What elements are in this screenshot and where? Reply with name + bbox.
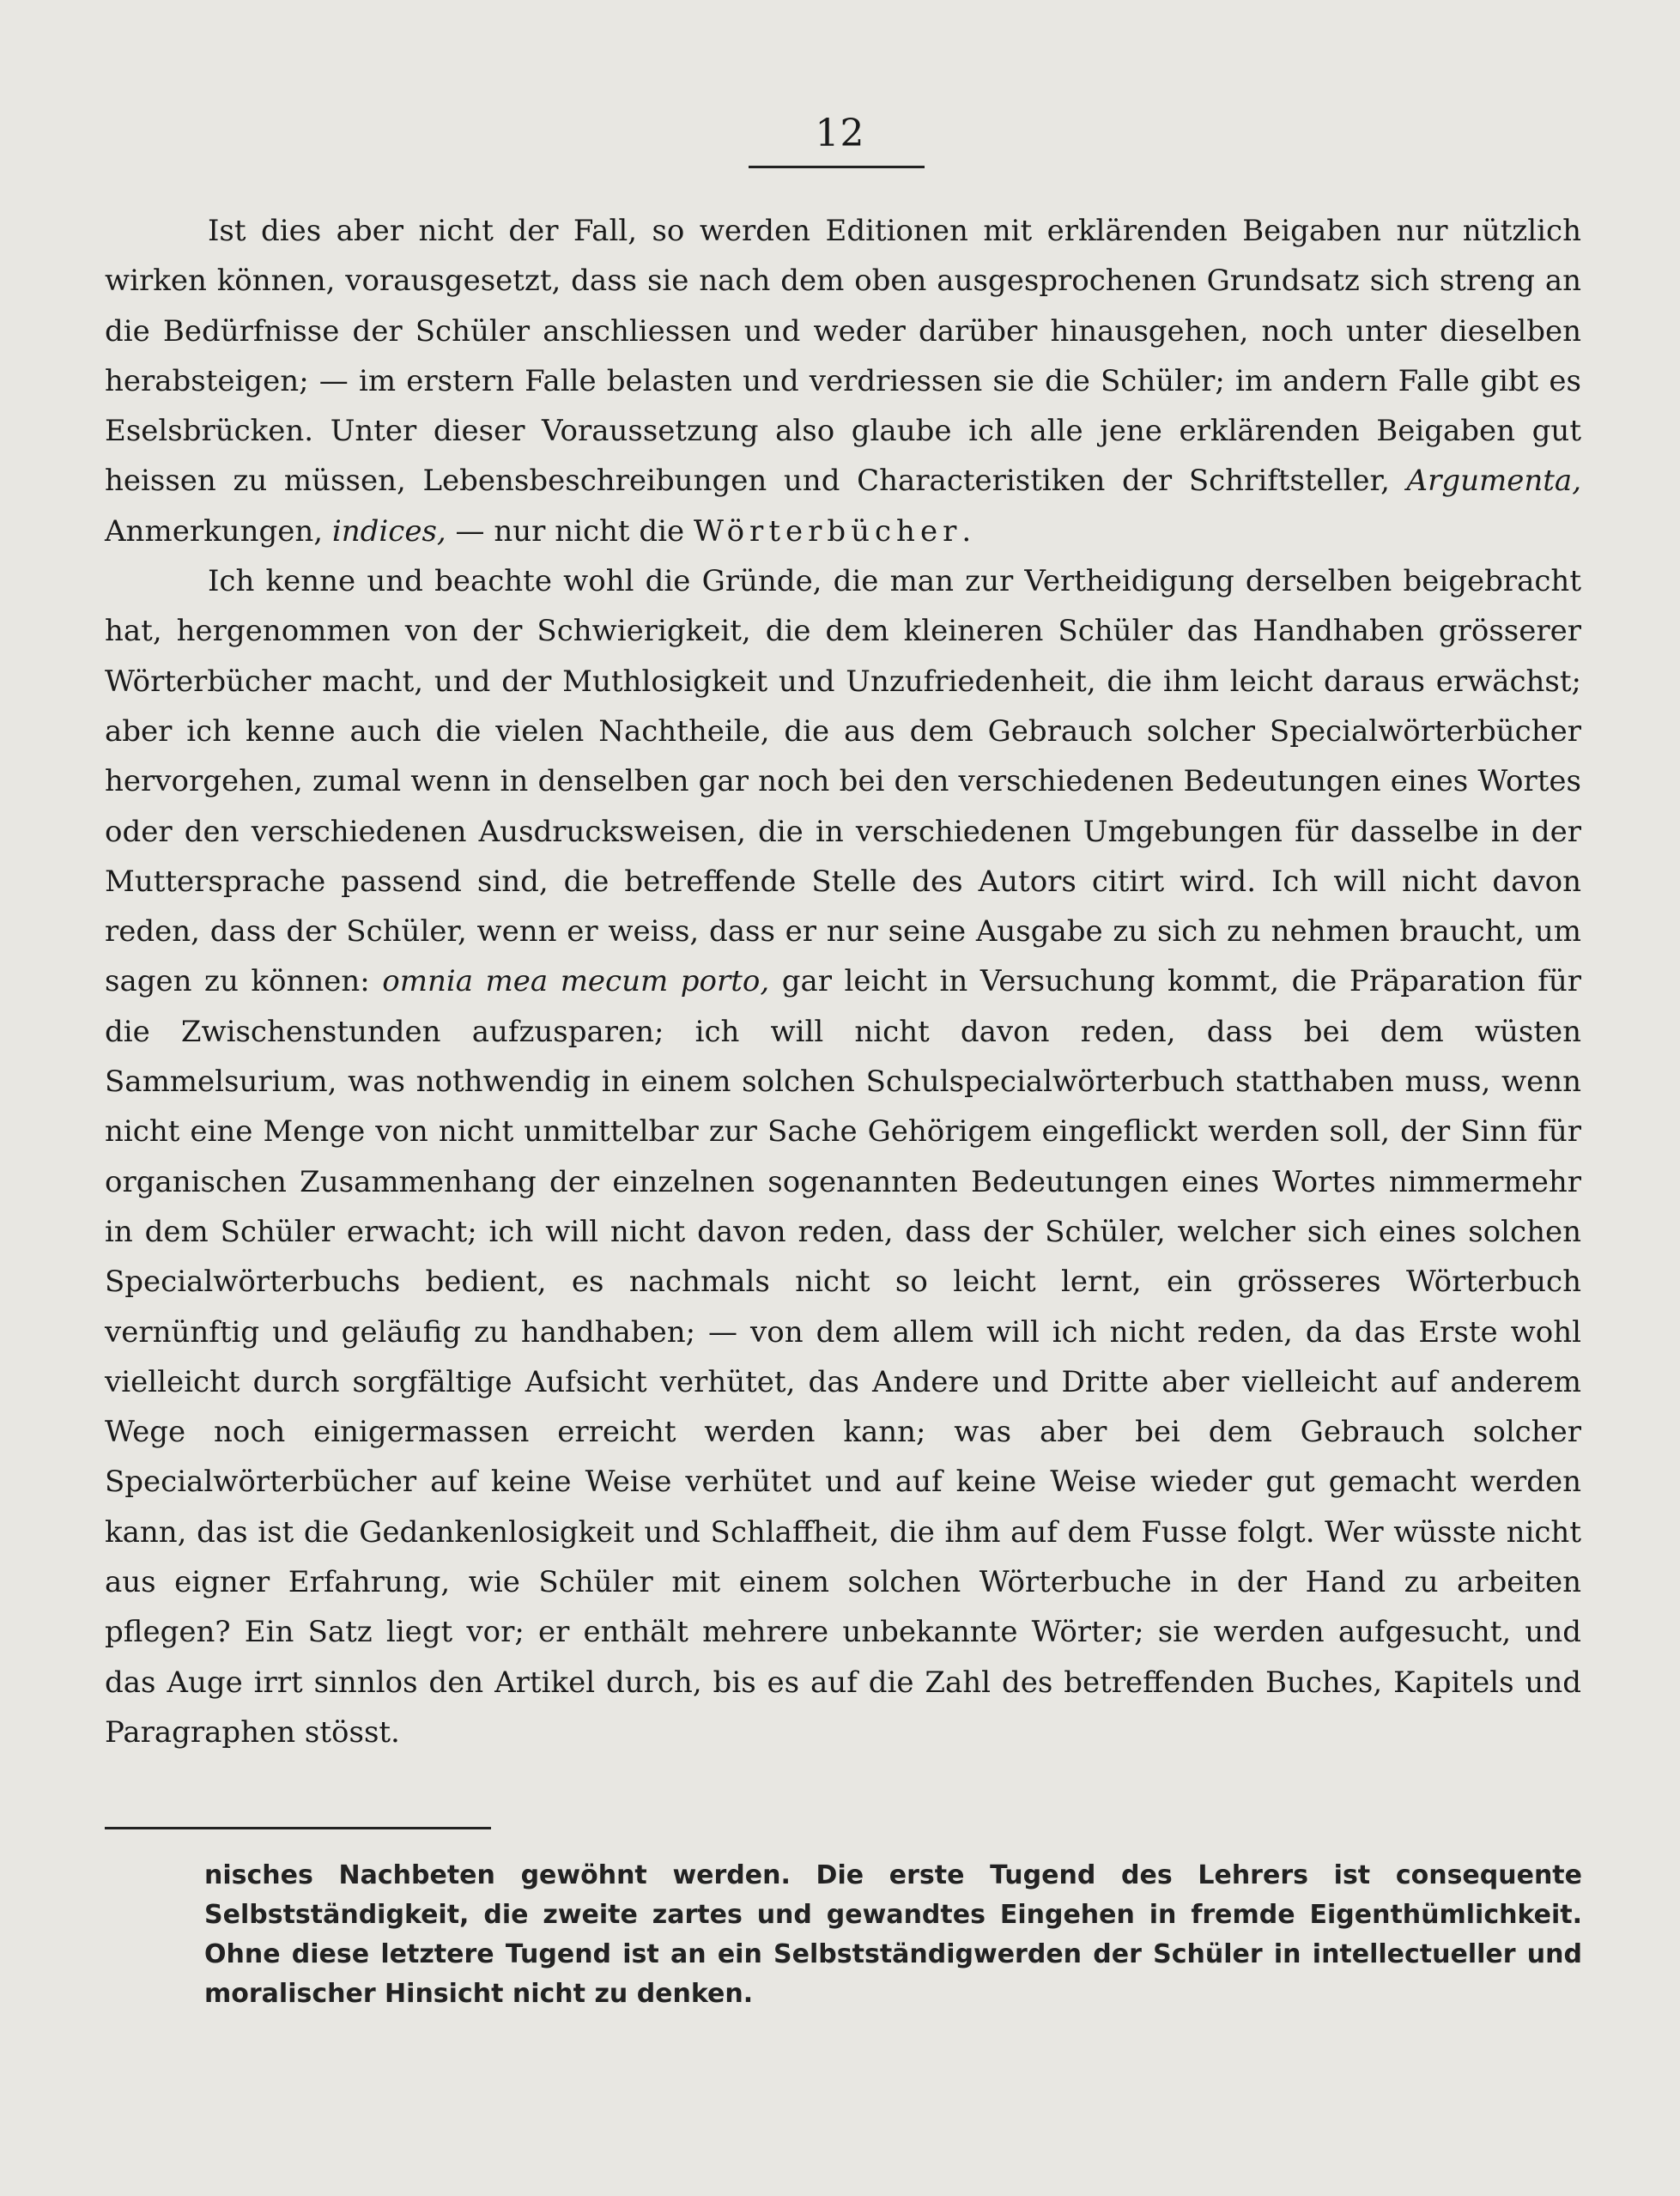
page-number-rule (749, 166, 925, 168)
footnote-rule (105, 1827, 491, 1829)
paragraph-1-text-b: Anmerkungen, (105, 513, 332, 549)
paragraph-2-italic-omnia: omnia mea mecum porto, (382, 964, 770, 999)
paragraph-2-text-a: Ich kenne und beachte wohl die Gründe, die man zur Vertheidigung derselben beigebracht hat, hergenommen von der Schwierigkeit, die dem kleineren Schüler das Handhaben grösserer Wörterbücher macht, und der Muthlosigkeit und Unzufriedenheit, die ihm leicht daraus erwächst; aber ich kenne auch die vielen Nachtheile, die aus dem Gebrauch solcher Specialwörterbücher hervorgehen, zumal wenn in denselben gar noch bei den verschiedenen Bedeutungen eines Wortes oder den verschiedenen Ausdrucksweisen, die in verschiedenen Umgebungen für dasselbe in der Muttersprache passend sind, die betreffende Stelle des Autors citirt wird. Ich will nicht davon reden, dass der Schüler, wenn er weiss, dass er nur seine Ausgabe zu sich zu nehmen braucht, um sagen zu können: (105, 564, 1581, 999)
paragraph-2-text-b: gar leicht in Versuchung kommt, die Präparation für die Zwischenstunden aufzusparen; ich will nicht davon reden, dass bei dem wüsten Sammelsurium, was nothwendig in einem solchen Schulspecialwörterbuch statthaben muss, wenn nicht eine Menge von nicht unmittelbar zur Sache Gehörigem eingeflickt werden soll, der Sinn für organischen Zusammenhang der einzelnen sogenannten Bedeutungen eines Wortes nimmermehr in dem Schüler erwacht; ich will nicht davon reden, dass der Schüler, welcher sich eines solchen Specialwörterbuchs bedient, es nachmals nicht so leicht lernt, ein grösseres Wörterbuch vernünftig und geläufig zu handhaben; — von dem allem will ich nicht reden, da das Erste wohl vielleicht durch sorgfältige Aufsicht verhütet, das Andere und Dritte aber vielleicht auf anderem Wege noch einigermassen erreicht werden kann; was aber bei dem Gebrauch solcher Specialwörterbücher auf keine Weise verhütet und auf keine Weise wieder gut gemacht werden kann, das ist die Gedankenlosigkeit und Schlaffheit, die ihm auf dem Fusse folgt. Wer wüsste nicht aus eigner Erfahrung, wie Schüler mit einem solchen Wörterbuche in der Hand zu arbeiten pflegen? Ein Satz liegt vor; er enthält mehrere unbekannte Wörter; sie werden aufgesucht, und das Auge irrt sinnlos den Artikel durch, bis es auf die Zahl des betreffenden Buches, Kapitels und Paragraphen stösst. (105, 964, 1582, 1750)
footnote-text: nisches Nachbeten gewöhnt werden. Die erste Tugend des Lehrers ist consequente Selbstständigkeit, die zweite zartes und gewandtes Eingehen in fremde Eigenthümlichkeit. Ohne diese letztere Tugend ist an ein Selbstständigwerden der Schüler in intellectueller und moralischer Hinsicht nicht zu denken. (204, 1860, 1582, 2009)
main-text (105, 206, 1581, 1757)
paragraph-1-text-a: Ist dies aber nicht der Fall, so werden Editionen mit erklärenden Beigaben nur nützlich wirken können, vorausgesetzt, dass sie nach dem oben ausgesprochenen Grundsatz sich streng an die Bedürfnisse der Schüler anschliessen und weder darüber hinausgehen, noch unter dieselben herabsteigen; — im erstern Falle belasten und verdriessen sie die Schüler; im andern Falle gibt es Eselsbrücken. Unter dieser Voraussetzung also glaube ich alle jene erklärenden Beigaben gut heissen zu müssen, Lebensbeschreibungen und Characteristiken der Schriftsteller, (105, 214, 1581, 499)
paragraph-1-text-c: — nur nicht die (446, 513, 694, 549)
paragraph-1-spaced-woerterbuecher: Wörterbücher (693, 513, 962, 549)
paragraph-1-italic-indices: indices, (331, 513, 446, 549)
footnote (204, 1856, 1582, 2014)
paragraph-1-text-d: . (961, 513, 972, 549)
page-number: 12 (815, 112, 865, 155)
paragraph-2 (105, 556, 1581, 1757)
paragraph-1 (105, 206, 1581, 556)
paragraph-1-italic-argumenta: Argumenta, (1406, 464, 1581, 499)
